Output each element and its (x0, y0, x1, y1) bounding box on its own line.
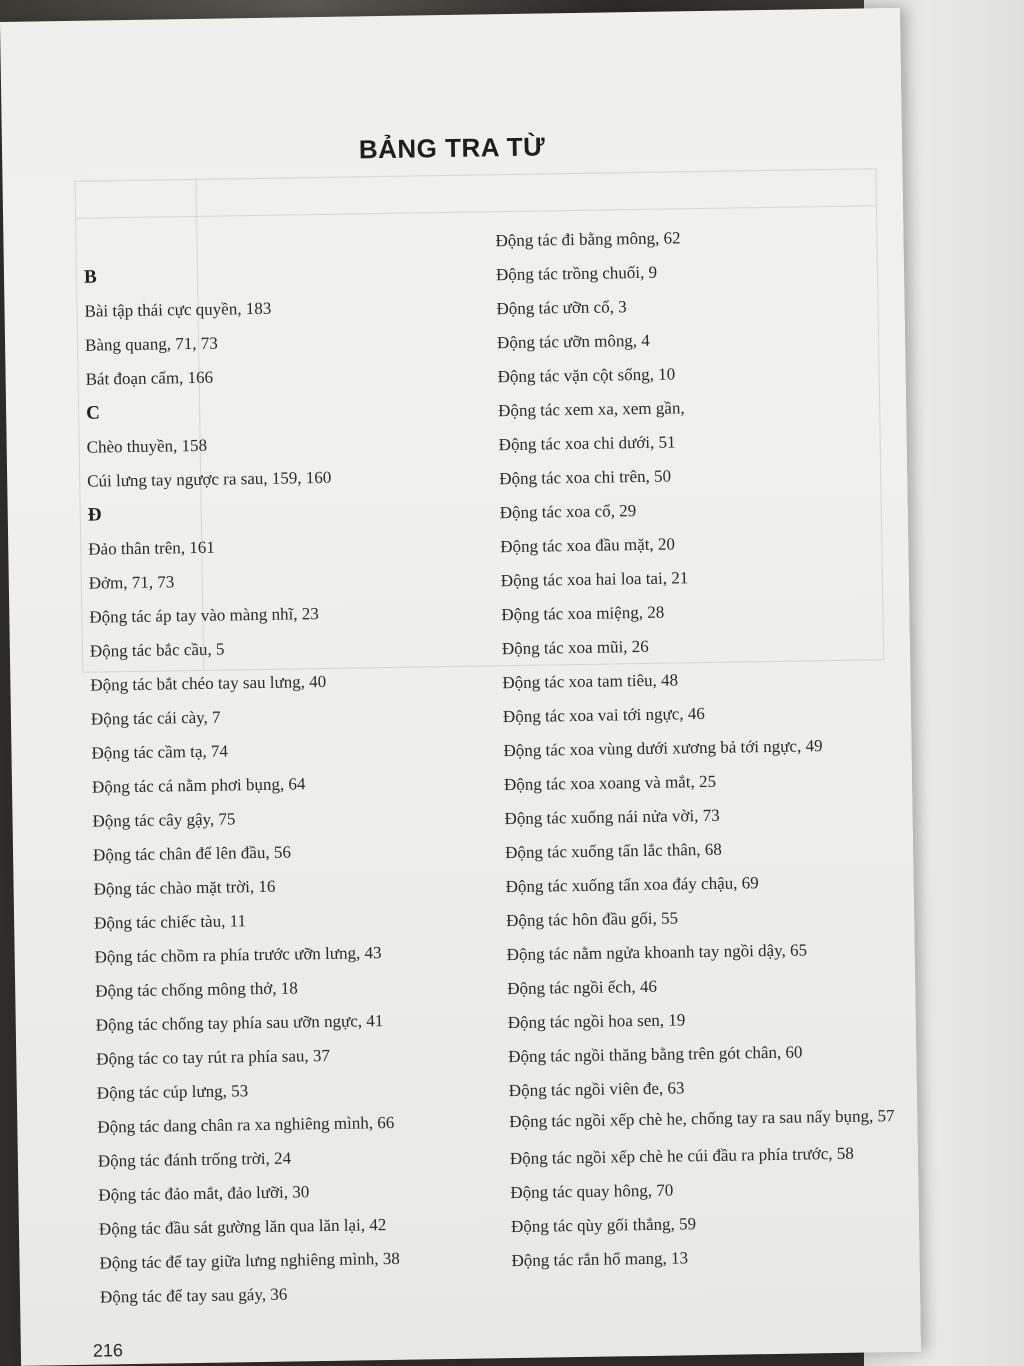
index-entry: Động tác xoa chi dưới, 51 (498, 432, 676, 455)
index-entry: Động tác co tay rút ra phía sau, 37 (96, 1045, 331, 1069)
index-entry: Động tác đảo mắt, đảo lưỡi, 30 (98, 1182, 310, 1205)
index-entry: Đởm, 71, 73 (88, 572, 175, 593)
index-entry: Động tác để tay sau gáy, 36 (99, 1284, 288, 1307)
index-entry: Động tác xoa tam tiêu, 48 (502, 670, 679, 693)
index-entry: Động tác nằm ngửa khoanh tay ngồi dậy, 65 (506, 940, 808, 965)
index-entry: Động tác vặn cột sống, 10 (497, 364, 676, 387)
index-entry: Động tác ngồi xếp chè he cúi đầu ra phía trước, 58 (509, 1143, 854, 1169)
index-entry: Động tác ngồi xếp chè he, chống tay ra sau nẩy bụng, 57 (509, 1106, 895, 1132)
index-entry: Động tác xuống nái nửa vời, 73 (504, 805, 720, 829)
index-entry: Động tác ưỡn cổ, 3 (496, 297, 627, 319)
index-entry: Bài tập thái cực quyền, 183 (84, 298, 272, 321)
index-entry: Động tác xoa hai loa tai, 21 (500, 568, 689, 591)
index-entry: Động tác xoa vùng dưới xương bả tới ngực, 49 (503, 736, 823, 761)
index-entry: Động tác ưỡn mông, 4 (496, 330, 651, 353)
index-entry: Động tác quay hông, 70 (510, 1180, 674, 1203)
page-number: 216 (92, 1340, 124, 1361)
page-title: BẢNG TRA TỪ (358, 131, 546, 165)
index-column-right (495, 198, 912, 1278)
index-entry: Động tác cúp lưng, 53 (96, 1081, 249, 1103)
index-column-left (83, 204, 500, 1314)
index-entry: Động tác chân để lên đầu, 56 (92, 842, 292, 865)
index-section-letter: B (83, 266, 97, 288)
index-entry: Động tác dang chân ra xa nghiêng mình, 66 (97, 1112, 395, 1137)
index-entry: Động tác xoa đầu mặt, 20 (500, 534, 676, 557)
index-entry: Động tác cá nằm phơi bụng, 64 (91, 774, 306, 797)
index-entry: Động tác rắn hổ mang, 13 (511, 1248, 689, 1271)
index-entry: Động tác xuống tấn lắc thân, 68 (504, 839, 722, 863)
index-section-letter: C (85, 402, 101, 424)
index-entry: Cúi lưng tay ngược ra sau, 159, 160 (87, 467, 332, 491)
index-entry: Động tác xem xa, xem gần, (498, 398, 685, 421)
index-entry: Bát đoạn cẩm, 166 (85, 367, 214, 389)
book-page (0, 8, 921, 1366)
index-entry: Động tác áp tay vào màng nhĩ, 23 (89, 604, 319, 627)
index-entry: Động tác chống tay phía sau ưỡn ngực, 41 (95, 1011, 384, 1035)
index-entry: Động tác ngồi viên đe, 63 (508, 1078, 685, 1101)
index-entry: Động tác hôn đầu gối, 55 (506, 908, 679, 931)
index-entry: Động tác trồng chuối, 9 (495, 262, 658, 285)
index-entry: Động tác xoa vai tới ngực, 46 (502, 704, 705, 727)
index-entry: Động tác đi bằng mông, 62 (495, 228, 681, 251)
index-entry: Động tác chào mặt trời, 16 (93, 876, 276, 899)
index-entry: Động tác bắt chéo tay sau lưng, 40 (90, 671, 327, 695)
index-entry: Động tác xoa cổ, 29 (499, 501, 637, 523)
index-entry: Động tác ngồi thăng bằng trên gót chân, 60 (508, 1042, 803, 1067)
index-entry: Động tác ngồi hoa sen, 19 (507, 1010, 686, 1033)
index-entry: Động tác bắc cầu, 5 (89, 639, 225, 661)
index-entry: Động tác xoa chi trên, 50 (499, 466, 672, 489)
index-entry: Động tác để tay giữa lưng nghiêng mình, 38 (99, 1248, 400, 1273)
index-entry: Động tác đầu sát gường lăn qua lăn lại, 42 (98, 1215, 387, 1239)
index-entry: Động tác đánh trống trời, 24 (97, 1148, 292, 1171)
index-entry: Động tác chiếc tàu, 11 (94, 911, 247, 933)
index-entry: Động tác cây gậy, 75 (92, 809, 236, 831)
index-entry: Đảo thân trên, 161 (88, 537, 215, 559)
index-entry: Động tác chồm ra phía trước ưỡn lưng, 43 (94, 943, 382, 967)
index-entry: Động tác cầm tạ, 74 (91, 741, 229, 763)
index-entry: Động tác ngồi ếch, 46 (507, 976, 658, 999)
index-entry: Động tác xuống tấn xoa đáy chậu, 69 (505, 873, 759, 897)
index-entry: Bàng quang, 71, 73 (84, 333, 218, 355)
index-entry: Động tác xoa miệng, 28 (501, 602, 665, 625)
index-entry: Chèo thuyền, 158 (86, 435, 208, 457)
index-entry: Động tác xoa xoang và mắt, 25 (503, 771, 717, 795)
index-entry: Động tác cái cày, 7 (90, 707, 221, 729)
index-entry: Động tác chống mông thở, 18 (95, 978, 298, 1001)
index-entry: Động tác xoa mũi, 26 (501, 636, 649, 659)
index-section-letter: Đ (87, 504, 102, 526)
index-entry: Động tác qùy gối thẳng, 59 (510, 1214, 697, 1237)
